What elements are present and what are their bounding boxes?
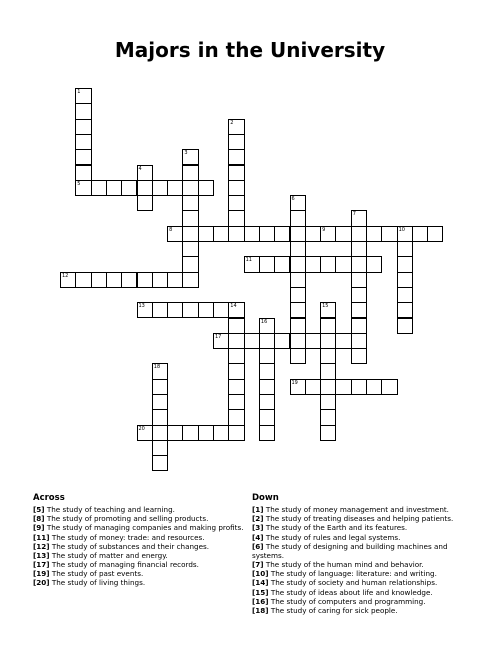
- crossword-cell[interactable]: [182, 210, 198, 226]
- crossword-cell[interactable]: [106, 180, 122, 196]
- cell-number: 2: [230, 119, 234, 126]
- cell-number: 1: [77, 89, 81, 95]
- crossword-cell[interactable]: [290, 241, 306, 257]
- down-clue: [252, 560, 477, 569]
- clue-text: The study of rules and legal systems.: [263, 532, 401, 542]
- crossword-cell[interactable]: [152, 409, 168, 425]
- crossword-cell[interactable]: [228, 363, 244, 379]
- crossword-cell[interactable]: [228, 379, 244, 395]
- crossword-cell[interactable]: [75, 88, 91, 104]
- crossword-cell[interactable]: [121, 272, 137, 288]
- crossword-cell[interactable]: [381, 379, 397, 395]
- across-clue: [33, 569, 248, 578]
- clue-number: [19]: [33, 569, 50, 579]
- cell-number: 11: [245, 257, 252, 264]
- crossword-cell[interactable]: [335, 226, 351, 242]
- clue-number: [1]: [252, 505, 264, 515]
- crossword-cell[interactable]: [397, 226, 413, 242]
- crossword-cell[interactable]: [381, 226, 397, 242]
- page-title: Majors in the University: [114, 38, 386, 62]
- crossword-cell[interactable]: [182, 165, 198, 181]
- crossword-cell[interactable]: [305, 256, 321, 272]
- clue-text: The study of managing companies and making profits.: [44, 523, 244, 533]
- across-clue-list: [33, 505, 248, 587]
- clue-text: The study of matter and energy.: [49, 550, 168, 560]
- crossword-cell[interactable]: [182, 272, 198, 288]
- clue-text: The study of designing and building machines and systems.: [252, 541, 448, 560]
- crossword-cell[interactable]: [274, 333, 290, 349]
- clue-number: [17]: [33, 560, 50, 570]
- crossword-cell[interactable]: [397, 272, 413, 288]
- crossword-cell[interactable]: [351, 333, 367, 349]
- crossword-cell[interactable]: [305, 379, 321, 395]
- crossword-cell[interactable]: [137, 425, 153, 441]
- crossword-cell[interactable]: [290, 348, 306, 364]
- clue-text: The study of money: trade: and resources.: [49, 532, 205, 542]
- crossword-cell[interactable]: [366, 379, 382, 395]
- crossword-cell[interactable]: [335, 333, 351, 349]
- crossword-cell[interactable]: [75, 180, 91, 196]
- crossword-cell[interactable]: [351, 272, 367, 288]
- crossword-cell[interactable]: [397, 241, 413, 257]
- crossword-cell[interactable]: [259, 333, 275, 349]
- across-clue: [33, 533, 248, 542]
- crossword-cell[interactable]: [152, 440, 168, 456]
- crossword-cell[interactable]: [213, 333, 229, 349]
- down-heading: Down: [252, 493, 279, 503]
- crossword-cell[interactable]: [259, 348, 275, 364]
- crossword-cell[interactable]: [259, 425, 275, 441]
- crossword-cell[interactable]: [152, 363, 168, 379]
- down-clue: [252, 606, 477, 615]
- crossword-cell[interactable]: [320, 394, 336, 410]
- crossword-cell[interactable]: [412, 226, 428, 242]
- down-clue: [252, 597, 477, 606]
- crossword-cell[interactable]: [427, 226, 443, 242]
- crossword-cell[interactable]: [290, 272, 306, 288]
- cell-number: 14: [230, 303, 237, 310]
- crossword-cell[interactable]: [182, 302, 198, 318]
- clue-number: [11]: [33, 532, 50, 542]
- across-clue: [33, 523, 248, 532]
- clue-number: [16]: [252, 596, 269, 606]
- crossword-cell[interactable]: [167, 180, 183, 196]
- across-clue: [33, 578, 248, 587]
- cell-number: 13: [138, 303, 145, 310]
- crossword-cell[interactable]: [137, 180, 153, 196]
- crossword-cell[interactable]: [152, 379, 168, 395]
- crossword-cell[interactable]: [274, 256, 290, 272]
- crossword-cell[interactable]: [290, 379, 306, 395]
- crossword-cell[interactable]: [198, 226, 214, 242]
- across-clue: [33, 551, 248, 560]
- crossword-cell[interactable]: [290, 256, 306, 272]
- down-clue-list: [252, 505, 477, 615]
- crossword-cell[interactable]: [228, 302, 244, 318]
- crossword-cell[interactable]: [259, 379, 275, 395]
- crossword-cell[interactable]: [182, 241, 198, 257]
- clue-number: [20]: [33, 578, 50, 588]
- clue-text: The study of promoting and selling products.: [44, 514, 209, 524]
- crossword-cell[interactable]: [213, 425, 229, 441]
- cell-number: 19: [291, 379, 298, 386]
- crossword-cell[interactable]: [397, 318, 413, 334]
- clue-number: [2]: [252, 514, 264, 524]
- crossword-cell[interactable]: [397, 287, 413, 303]
- crossword-cell[interactable]: [351, 241, 367, 257]
- crossword-cell[interactable]: [320, 379, 336, 395]
- crossword-cell[interactable]: [274, 226, 290, 242]
- down-clue: [252, 523, 477, 532]
- clue-text: The study of substances and their changes.: [49, 541, 210, 551]
- crossword-cell[interactable]: [351, 256, 367, 272]
- crossword-cell[interactable]: [320, 425, 336, 441]
- crossword-cell[interactable]: [137, 302, 153, 318]
- crossword-cell[interactable]: [228, 425, 244, 441]
- crossword-cell[interactable]: [320, 318, 336, 334]
- crossword-cell[interactable]: [75, 149, 91, 165]
- crossword-cell[interactable]: [244, 226, 260, 242]
- crossword-cell[interactable]: [167, 302, 183, 318]
- clue-number: [13]: [33, 550, 50, 560]
- crossword-cell[interactable]: [152, 425, 168, 441]
- clue-number: [18]: [252, 605, 269, 615]
- clue-number: [14]: [252, 578, 269, 588]
- across-clue: [33, 505, 248, 514]
- across-clues: [33, 494, 248, 588]
- crossword-cell[interactable]: [228, 333, 244, 349]
- crossword-cell[interactable]: [259, 409, 275, 425]
- cell-number: 9: [322, 226, 326, 233]
- crossword-cell[interactable]: [75, 119, 91, 135]
- crossword-cell[interactable]: [351, 379, 367, 395]
- clue-text: The study of living things.: [49, 578, 146, 588]
- crossword-cell[interactable]: [259, 226, 275, 242]
- crossword-cell[interactable]: [228, 195, 244, 211]
- cell-number: 20: [138, 425, 145, 432]
- cell-number: 12: [62, 272, 69, 279]
- crossword-cell[interactable]: [198, 425, 214, 441]
- crossword-cell[interactable]: [91, 272, 107, 288]
- clue-number: [9]: [33, 523, 45, 533]
- clue-number: [5]: [33, 505, 45, 515]
- cell-number: 8: [169, 226, 173, 233]
- clue-text: The study of caring for sick people.: [268, 605, 398, 615]
- crossword-cell[interactable]: [106, 272, 122, 288]
- crossword-cell[interactable]: [91, 180, 107, 196]
- cell-number: 15: [322, 303, 329, 310]
- crossword-cell[interactable]: [198, 302, 214, 318]
- across-clue: [33, 560, 248, 569]
- clue-text: The study of money management and investment.: [263, 505, 449, 515]
- cell-number: 6: [291, 196, 295, 203]
- down-clue: [252, 569, 477, 578]
- crossword-cell[interactable]: [182, 425, 198, 441]
- crossword-cell[interactable]: [182, 180, 198, 196]
- crossword-cell[interactable]: [182, 256, 198, 272]
- crossword-cell[interactable]: [320, 226, 336, 242]
- crossword-cell[interactable]: [290, 302, 306, 318]
- across-clue: [33, 514, 248, 523]
- cell-number: 4: [138, 165, 142, 172]
- crossword-cell[interactable]: [259, 363, 275, 379]
- crossword-cell[interactable]: [320, 348, 336, 364]
- crossword-cell[interactable]: [137, 165, 153, 181]
- crossword-cell[interactable]: [290, 195, 306, 211]
- crossword-cell[interactable]: [152, 272, 168, 288]
- crossword-cell[interactable]: [228, 119, 244, 135]
- cell-number: 10: [398, 226, 405, 233]
- down-clue: [252, 542, 477, 560]
- down-clue: [252, 505, 477, 514]
- crossword-cell[interactable]: [397, 256, 413, 272]
- crossword-cell[interactable]: [167, 226, 183, 242]
- crossword-cell[interactable]: [152, 180, 168, 196]
- crossword-cell[interactable]: [182, 226, 198, 242]
- down-clue: [252, 588, 477, 597]
- crossword-cell[interactable]: [366, 226, 382, 242]
- crossword-cell[interactable]: [259, 318, 275, 334]
- crossword-cell[interactable]: [351, 210, 367, 226]
- clue-text: The study of past events.: [49, 569, 144, 579]
- cell-number: 18: [153, 364, 161, 371]
- crossword-cell[interactable]: [290, 333, 306, 349]
- crossword-cell[interactable]: [351, 287, 367, 303]
- crossword-cell[interactable]: [213, 302, 229, 318]
- crossword-cell[interactable]: [152, 394, 168, 410]
- clue-text: The study of the human mind and behavior.: [263, 560, 424, 570]
- crossword-cell[interactable]: [75, 103, 91, 119]
- crossword-cell[interactable]: [320, 409, 336, 425]
- down-clue: [252, 533, 477, 542]
- cell-number: 7: [352, 211, 356, 218]
- crossword-cell[interactable]: [198, 180, 214, 196]
- crossword-cell[interactable]: [228, 149, 244, 165]
- crossword-cell[interactable]: [228, 134, 244, 150]
- crossword-cell[interactable]: [259, 394, 275, 410]
- clue-text: The study of teaching and learning.: [44, 505, 175, 515]
- clue-number: [12]: [33, 541, 50, 551]
- crossword-cell[interactable]: [152, 302, 168, 318]
- crossword-cell[interactable]: [75, 165, 91, 181]
- across-clue: [33, 542, 248, 551]
- crossword-cell[interactable]: [351, 348, 367, 364]
- crossword-cell[interactable]: [213, 226, 229, 242]
- clue-text: The study of computers and programming.: [268, 596, 426, 606]
- clue-text: The study of the Earth and its features.: [263, 523, 408, 533]
- clue-text: The study of managing financial records.: [49, 560, 199, 570]
- crossword-cell[interactable]: [228, 226, 244, 242]
- crossword-cell[interactable]: [335, 379, 351, 395]
- crossword-cell[interactable]: [137, 272, 153, 288]
- clue-number: [4]: [252, 532, 264, 542]
- crossword-cell[interactable]: [397, 302, 413, 318]
- cell-number: 16: [260, 318, 268, 325]
- clue-number: [3]: [252, 523, 264, 533]
- crossword-cell[interactable]: [60, 272, 76, 288]
- crossword-cell[interactable]: [167, 272, 183, 288]
- down-clue: [252, 578, 477, 587]
- cell-number: 3: [184, 150, 188, 157]
- crossword-cell[interactable]: [290, 318, 306, 334]
- crossword-cell[interactable]: [320, 363, 336, 379]
- crossword-cell[interactable]: [244, 256, 260, 272]
- down-clue: [252, 514, 477, 523]
- crossword-cell[interactable]: [320, 256, 336, 272]
- crossword-cell[interactable]: [305, 333, 321, 349]
- clue-number: [6]: [252, 541, 264, 551]
- cell-number: 5: [77, 180, 81, 187]
- clue-number: [7]: [252, 560, 264, 570]
- crossword-cell[interactable]: [351, 226, 367, 242]
- crossword-cell[interactable]: [75, 272, 91, 288]
- crossword-cell[interactable]: [244, 333, 260, 349]
- crossword-cell[interactable]: [121, 180, 137, 196]
- clue-text: The study of treating diseases and helping patients.: [263, 514, 454, 524]
- crossword-cell[interactable]: [290, 210, 306, 226]
- crossword-cell[interactable]: [351, 302, 367, 318]
- crossword-cell[interactable]: [228, 318, 244, 334]
- crossword-cell[interactable]: [228, 409, 244, 425]
- crossword-cell[interactable]: [290, 226, 306, 242]
- crossword-cell[interactable]: [182, 195, 198, 211]
- clue-text: The study of society and human relationships.: [268, 578, 438, 588]
- crossword-cell[interactable]: [167, 425, 183, 441]
- crossword-cell[interactable]: [228, 348, 244, 364]
- cell-number: 17: [215, 333, 222, 340]
- crossword-cell[interactable]: [137, 195, 153, 211]
- clue-number: [10]: [252, 569, 269, 579]
- clue-text: The study of ideas about life and knowledge.: [268, 587, 433, 597]
- crossword-cell[interactable]: [182, 149, 198, 165]
- crossword-cell[interactable]: [320, 333, 336, 349]
- crossword-cell[interactable]: [228, 210, 244, 226]
- crossword-cell[interactable]: [75, 134, 91, 150]
- crossword-cell[interactable]: [228, 165, 244, 181]
- crossword-cell[interactable]: [152, 455, 168, 471]
- clue-number: [8]: [33, 514, 45, 524]
- across-heading: Across: [33, 493, 65, 503]
- clue-text: The study of language: literature: and writing.: [268, 569, 437, 579]
- crossword-cell[interactable]: [228, 394, 244, 410]
- crossword-cell[interactable]: [290, 287, 306, 303]
- crossword-cell[interactable]: [351, 318, 367, 334]
- crossword-cell[interactable]: [366, 256, 382, 272]
- crossword-cell[interactable]: [228, 180, 244, 196]
- crossword-cell[interactable]: [335, 256, 351, 272]
- crossword-cell[interactable]: [320, 302, 336, 318]
- crossword-cell[interactable]: [259, 256, 275, 272]
- down-clues: [252, 494, 477, 615]
- clue-number: [15]: [252, 587, 269, 597]
- crossword-cell[interactable]: [305, 226, 321, 242]
